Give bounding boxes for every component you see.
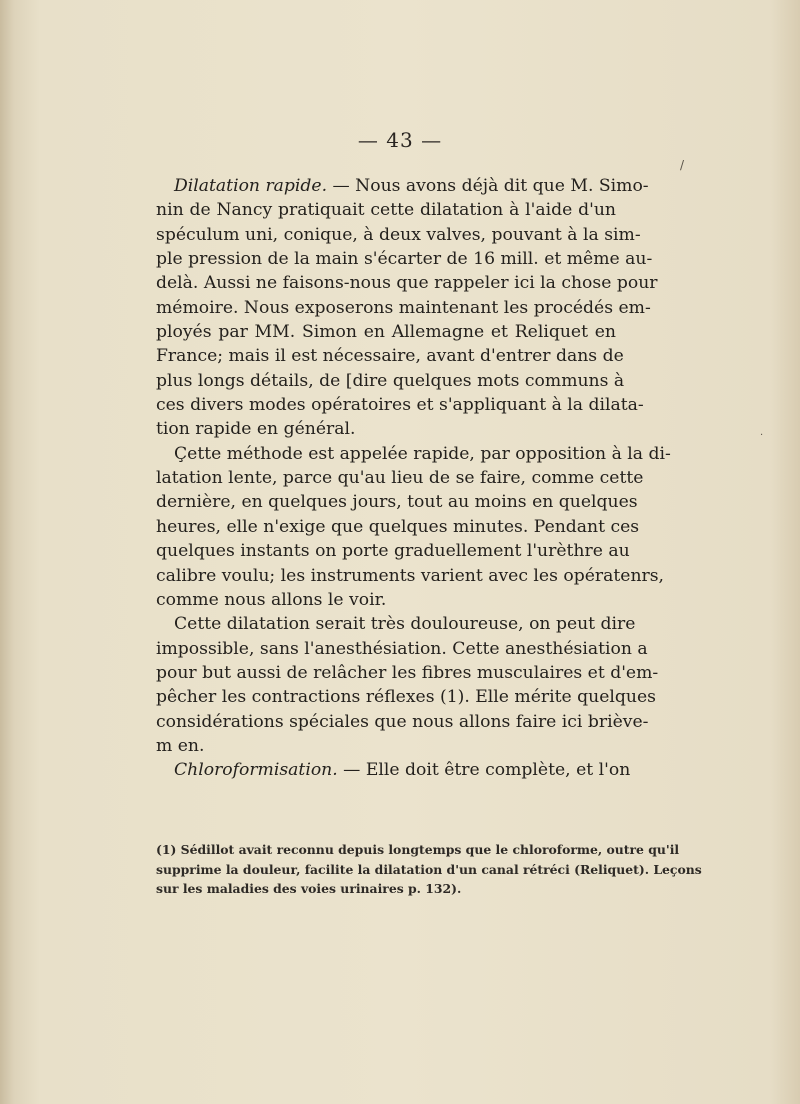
- text-line: calibre voulu; les instruments varient avec les opératenrs,: [156, 565, 665, 586]
- paragraph: [156, 758, 631, 782]
- text-line: nin de Nancy pratiquait cette dilatation à l'aide d'un: [156, 200, 616, 221]
- body-text: [156, 174, 671, 783]
- margin-dot: ·: [760, 430, 764, 441]
- paragraph: [156, 442, 671, 612]
- text-line: dernière, en quelques jours, tout au moins en quelques: [156, 492, 638, 513]
- footnote-line: supprime la douleur, facilite la dilatation d'un canal rétréci (Reliquet). Leçons: [156, 861, 702, 877]
- text-line: Dilatation rapide. — Nous avons déjà dit que M. Simo-: [174, 176, 649, 196]
- text-line: plus longs détails, de [dire quelques mots communs à: [156, 370, 625, 391]
- paragraph: [156, 174, 658, 442]
- text-line: impossible, sans l'anesthésiation. Cette anesthésiation a: [156, 638, 648, 659]
- text-line: delà. Aussi ne faisons-nous que rappeler ici la chose pour: [156, 273, 658, 294]
- footnote-line: (1) Sédillot avait reconnu depuis longtemps que le chloroforme, outre qu'il: [156, 842, 680, 857]
- text-line: pour but aussi de relâcher les fibres musculaires et d'em-: [156, 662, 659, 683]
- text-line: heures, elle n'exige que quelques minutes. Pendant ces: [156, 516, 640, 537]
- text-line: ple pression de la main s'écarter de 16 mill. et même au-: [156, 249, 653, 270]
- section-heading: Chloroformisation.: [174, 760, 338, 781]
- text-line: ployés par MM. Simon en Allemagne et Reliquet en: [156, 322, 616, 343]
- text-line: France; mais il est nécessaire, avant d'entrer dans de: [156, 346, 624, 367]
- text-line: mémoire. Nous exposerons maintenant les procédés em-: [156, 297, 651, 318]
- footnote: [156, 840, 702, 899]
- footnote-line: sur les maladies des voies urinaires p. 132).: [156, 881, 462, 896]
- text-line: considérations spéciales que nous allons faire ici briève-: [156, 711, 649, 732]
- text-line: quelques instants on porte graduellement l'urèthre au: [156, 541, 630, 562]
- text-line: tion rapide en général.: [156, 419, 356, 440]
- paragraph: [156, 612, 659, 758]
- text-line: Çette méthode est appelée rapide, par opposition à la di-: [174, 443, 671, 464]
- page-number: — 43 —: [357, 128, 443, 152]
- text-line: pêcher les contractions réflexes (1). Elle mérite quelques: [156, 687, 656, 708]
- text-line: m en.: [156, 735, 205, 756]
- text-line: latation lente, parce qu'au lieu de se faire, comme cette: [156, 468, 644, 489]
- text-line: spéculum uni, conique, à deux valves, pouvant à la sim-: [156, 224, 641, 245]
- section-heading: Dilatation rapide.: [174, 176, 328, 196]
- text-line: comme nous allons le voir.: [156, 589, 387, 610]
- text-line: Cette dilatation serait très douloureuse, on peut dire: [174, 614, 636, 635]
- text-line: Chloroformisation. — Elle doit être complète, et l'on: [174, 760, 631, 781]
- text-line: ces divers modes opératoires et s'appliquant à la dilata-: [156, 395, 644, 416]
- margin-mark: /: [680, 158, 685, 172]
